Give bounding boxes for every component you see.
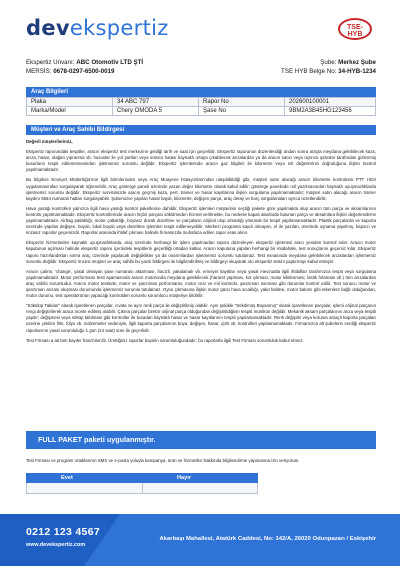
- bildirge-paragraph: Bu bilgilere Emniyet Müdürlüğü'nün ilgili birimlerinden veya Araç Muayene İstasyonları'ndan ulaşılabildiği gibi, müşteri satın alacağı aracın kilometre kontrolünü PTT HGS uygulamasından sorgulayarak öğrenebilir. Araç gösterge paneli üzerinde yazan değer kilometre olarak kabul edilir; gösterge panelinde mil yazılmasından kaynaklı uyuşmazlıklarda işletmemiz sorumlu değildir. Ekspertiz servisimizde aracın geçmiş kaza, pert, tramer ve hasar kayıtlarına ilişkin sorgulama yapılmamaktadır; müşteri satın alacağı aracın tramer kaydını 5664 numaralı hattan sorgulayabilir. Şubemizce yapılan hasar kaydı, kilometre, değişen parça, araç detay ve borç sorgulamaları ayrıca ücretlendirilir.: [26, 177, 376, 201]
- sube-value: Merkez Şube: [338, 59, 376, 66]
- consent-text: Test Firması ve program ortaklarının SMS ve e-posta yoluyla kampanya, ürün ve hizmetleri hakkında bilgilendirme yapmasına izin veriyorum.: [26, 458, 300, 463]
- bildirge-paragraph: Aracın çalıntı, 'change', yasal olmayan şase numarası aktarması, hacizli, yakalamalı vb. emniyet kayıtları veya yasal mevzuatla ilgili ihtilafları tarafımızca tespit veya sorgulama yapılmamaktadır. Motor performans testi aşamasında aracın motorunda meydana gelebilecek (hararet yapması, kol çıkması, motor kilitlenmesi, lastik fırlaması vb.) tüm arızalardan araç sahibi sorumludur. Aracın motor testinde, motor ve şanzıman performansı, motor ısısı ve mil kontrolü, şanzıman ısınması gibi durumlar kontrol edilir. Test sonucu motor ve şanzıman arızası oluşması durumunda işletmemiz sorumlu tutulamaz. Oyno çıkmasına ilişkin motor gücü hava sıcaklığı, yakıt kalitesi, motor bakımı gibi etkenlere bağlı olduğundan, motor durumu, test operatörünün yapacağı kontrolden sorumlu sorumlucu müşteriye bildirilir.: [26, 268, 376, 299]
- package-banner: FULL PAKET paketi uygulanmıştır.: [26, 431, 376, 449]
- footer-decoration: [0, 514, 120, 566]
- sube-line: [320, 58, 376, 67]
- consent-no-cell[interactable]: [143, 483, 258, 494]
- company-logo: [26, 16, 169, 40]
- table-cell: Marka/Model: [27, 107, 113, 116]
- tse-seal-icon: [338, 18, 372, 40]
- consent-table: [26, 473, 258, 494]
- bildirge-paragraph: "Sökülüp Takılan" olarak işaretlenen parçalar, cıvata ve aynı renk parça ile değiştirilmiş olabilir. Aynı şekilde "Sökülmüş Boyanmış" olarak işaretlenen parçalar, işlemi orijinal parçanın rengi değiştirilerek araca monte edilmiş olabilir. Çıkma parçalar birebir orijinal parça olduğundan değiştirildiğinin tespiti mümkün değildir. Mekanik aksam parçalarının arıza veya tespiti yapılır; değişmesi veya söküp takılması gibi kontroller ile buradan kaynaklı hasar ve hasar kayıtlarının tespiti yapılamamaktadır. Renk değişimi veya koruma amaçlı kaporta parçaları üzerine çekilen film, folyo vb. malzemeler nedeniyle, ilgili kaporta parçalarının boya, değişen, hasar, çizik vb. kontrolleri yapılamamaktadır. Firmamızca alt şubelerin verdiği ekspertiz raporlarının yasal sorumluluğu 1 gün (24 saat) süre ile geçerlidir.: [26, 303, 376, 333]
- ekspertiz-unvani-line: [26, 58, 143, 67]
- consent-yes-header: Evet: [27, 474, 143, 483]
- table-row: [27, 107, 376, 116]
- tse-belge-label: TSE HYB Belge No:: [281, 68, 337, 75]
- consent-yes-cell[interactable]: [27, 483, 143, 494]
- table-cell: Rapor No: [199, 98, 285, 107]
- sube-label: Şube:: [320, 59, 337, 66]
- consent-header-row: [27, 474, 258, 483]
- arac-bilgileri-title: Araç Bilgileri: [26, 87, 376, 97]
- bildirge-paragraph: Ekspertiz raporundaki tespitler, aracın ekspertiz test merkezine geldiği tarih ve saat için geçerlidir. Ekspertiz raporunun düzenlendiği andan sonra araçta meydana gelebilecek kaza, arıza, hasar, olağan yıpranma vb. hususlar ile yol şartları veya sürücü hatası kaynaklı ortaya çıkabilecek arızalardan ya da aracın satıcı veya üçüncü şahıslar tarafından gizlenmiş kusurların tespit edilememesinden işletmemiz sorumlu değildir. Ekspertiz işlemlerinde aracın gaz bilgileri ile kilometre veya mil değerlerinin doğruluğuna ilişkin kontrol yapılmamaktadır.: [26, 149, 376, 173]
- ekspertiz-unvani-value: ABC Otomotiv LTD ŞTİ: [76, 59, 144, 66]
- mersis-label: MERSİS:: [26, 68, 52, 75]
- logo-part-ekspertiz: ekspertiz: [69, 16, 169, 40]
- arac-bilgileri-table: [26, 97, 376, 116]
- table-cell: 34 ABC 797: [113, 98, 199, 107]
- table-cell: Plaka: [27, 98, 113, 107]
- footer-address: Akarbaşı Mahallesi, Atatürk Caddesi, No: 142/A, 26020 Odunpazarı / Eskişehir: [159, 536, 376, 542]
- mersis-value: 0678-0297-6500-0019: [53, 68, 115, 75]
- bildirge-body: [26, 139, 376, 348]
- table-cell: 9BM2A3B45HG123456: [285, 107, 376, 116]
- bildirge-paragraph: Ekspertiz hizmetinden kaynaklı uyuşmazlıklarda, araç üzerinde herhangi bir işlem yapılmadan raporu düzenleyen ekspertiz işletmesi aracı yeniden kontrol eder. Aracın motor kaputunun açılması halinde ekspertiz raporu içerindeki tespitlerin geçerliliği ortadan kalkar. Aracın kaputuna yapılan herhangi bir müdahale, test sonuçlarını geçersiz kılar. Ekspertiz raporu hazırlandıktan sonra araç üzerinde yapılacak değişiklikler ya da onarımlardan işletmemiz sorumlu tutulamaz. Test esnasında meydana gelebilecek arızalardan işletmemiz sorumlu değildir. Ekspertiz öncesi müşteri ve araç sahibi bu yazılı bildirgesi ile bilgilendirilmiş ve bildirgeyi okuyarak oto ekspertiz testini yaptırmayı kabul etmiştir.: [26, 240, 376, 264]
- footer-website[interactable]: www.devekspertiz.com: [26, 542, 86, 548]
- tse-belge-value: 34-HYB-1234: [338, 68, 376, 75]
- bildirge-title: Müşteri ve Araç Sahibi Bildirgesi: [26, 125, 376, 135]
- table-cell: Şase No: [199, 107, 285, 116]
- tse-belge-line: [281, 67, 376, 76]
- tse-seal-text: TSE-HYB: [347, 24, 363, 38]
- mersis-line: [26, 67, 114, 76]
- table-row: [27, 98, 376, 107]
- table-cell: Chery OMODA 5: [113, 107, 199, 116]
- footer-phone[interactable]: 0212 123 4567: [26, 526, 100, 538]
- bildirge-paragraph: Test Firması a ait tüm bayiler franchise'dir. Ürettiğiniz raporlar bayinin sorumluluğundadır; bu raporlarla ilgili Test Firması sorumluluk kabul etmez.: [26, 337, 304, 343]
- table-cell: 202600100001: [285, 98, 376, 107]
- greeting: Değerli müşterilerimiz,: [26, 139, 73, 144]
- bildirge-paragraph: Hava yastığı kontrolleri yalnızca ilgili hava yastığı kontrol paketlerine dahildir. Ekspertiz işlemleri müşterinin seçtiği pakete göre yapılmakta olup aracın tüm parça ve aksamlarının kontrolü yapılmamaktadır. Ekspertiz kontrollerinde aracın hiçbir parçası sökülmeden hizmet verilmekte, bu nedenle kapalı alanlarda bulunan parça ve aksamlara ilişkin değerlendirme yapılmamaktadır. Airbag patlaklığı, motor çatlaklığı, boyasız düzük düzeltme ve parçaların orijinal olup olmadığı yönünde bir tespit yapılamamaktadır. Plastik parçalarda ve kaporta üzerinde yapılan değişen, boyalı, lokal boyalı veya düzeltme işlemleri tespit edilemeyebilir. Merkezi programa kaydı olmayan, el ile yazılan, üzerinde oynama yapılmış, kapsızı ve imzasız raporlar geçersizdir. Raporlar arasında ihtilaf çıkması halinde firmamızda muhafaza edilen rapor esas alınır.: [26, 205, 376, 236]
- header: [26, 14, 376, 54]
- consent-choice-row: [27, 483, 258, 494]
- logo-part-dev: dev: [26, 16, 70, 40]
- ekspertiz-unvani-label: Ekspertiz Unvanı:: [26, 59, 75, 66]
- consent-no-header: Hayır: [143, 474, 258, 483]
- footer: [0, 514, 400, 566]
